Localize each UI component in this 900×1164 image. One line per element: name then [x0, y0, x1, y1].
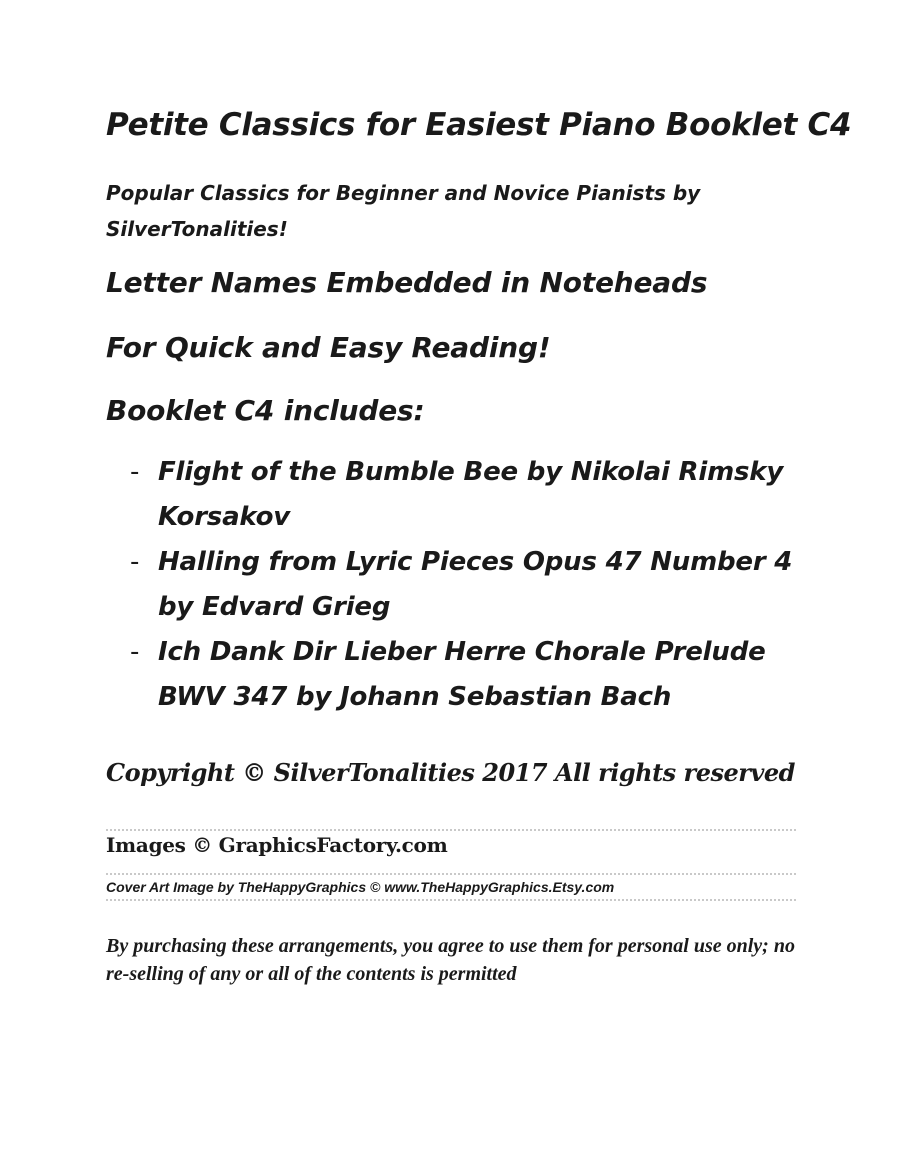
heading-letter-names: Letter Names Embedded in Noteheads — [106, 266, 708, 299]
list-dash: - — [130, 547, 140, 577]
pieces-list — [130, 450, 830, 720]
dotted-divider — [106, 873, 796, 875]
subtitle: Popular Classics for Beginner and Novice Pianists by SilverTonalities! — [106, 181, 701, 241]
copyright-notice: Copyright © SilverTonalities 2017 All rights reserved — [106, 758, 795, 787]
cover-art-credit: Cover Art Image by TheHappyGraphics © www.TheHappyGraphics.Etsy.com — [106, 879, 615, 895]
heading-booklet-includes: Booklet C4 includes: — [106, 394, 425, 427]
page-title: Petite Classics for Easiest Piano Booklet C4 — [106, 107, 852, 143]
piece-label: Halling from Lyric Pieces Opus 47 Number 4 by Edvard Grieg — [158, 547, 793, 622]
terms-of-use: By purchasing these arrangements, you agree to use them for personal use only; no re-selling of any or all of the contents is permitted — [106, 935, 795, 985]
dotted-divider — [106, 899, 796, 901]
images-credit: Images © GraphicsFactory.com — [106, 833, 448, 857]
dotted-divider — [106, 829, 796, 831]
piece-label: Flight of the Bumble Bee by Nikolai Rimsky Korsakov — [158, 457, 784, 532]
list-dash: - — [130, 637, 140, 667]
list-dash: - — [130, 457, 140, 487]
piece-label: Ich Dank Dir Lieber Herre Chorale Prelude BWV 347 by Johann Sebastian Bach — [158, 637, 766, 712]
list-item — [130, 540, 830, 630]
list-item — [130, 450, 830, 540]
heading-quick-reading: For Quick and Easy Reading! — [106, 331, 551, 364]
list-item — [130, 630, 830, 720]
